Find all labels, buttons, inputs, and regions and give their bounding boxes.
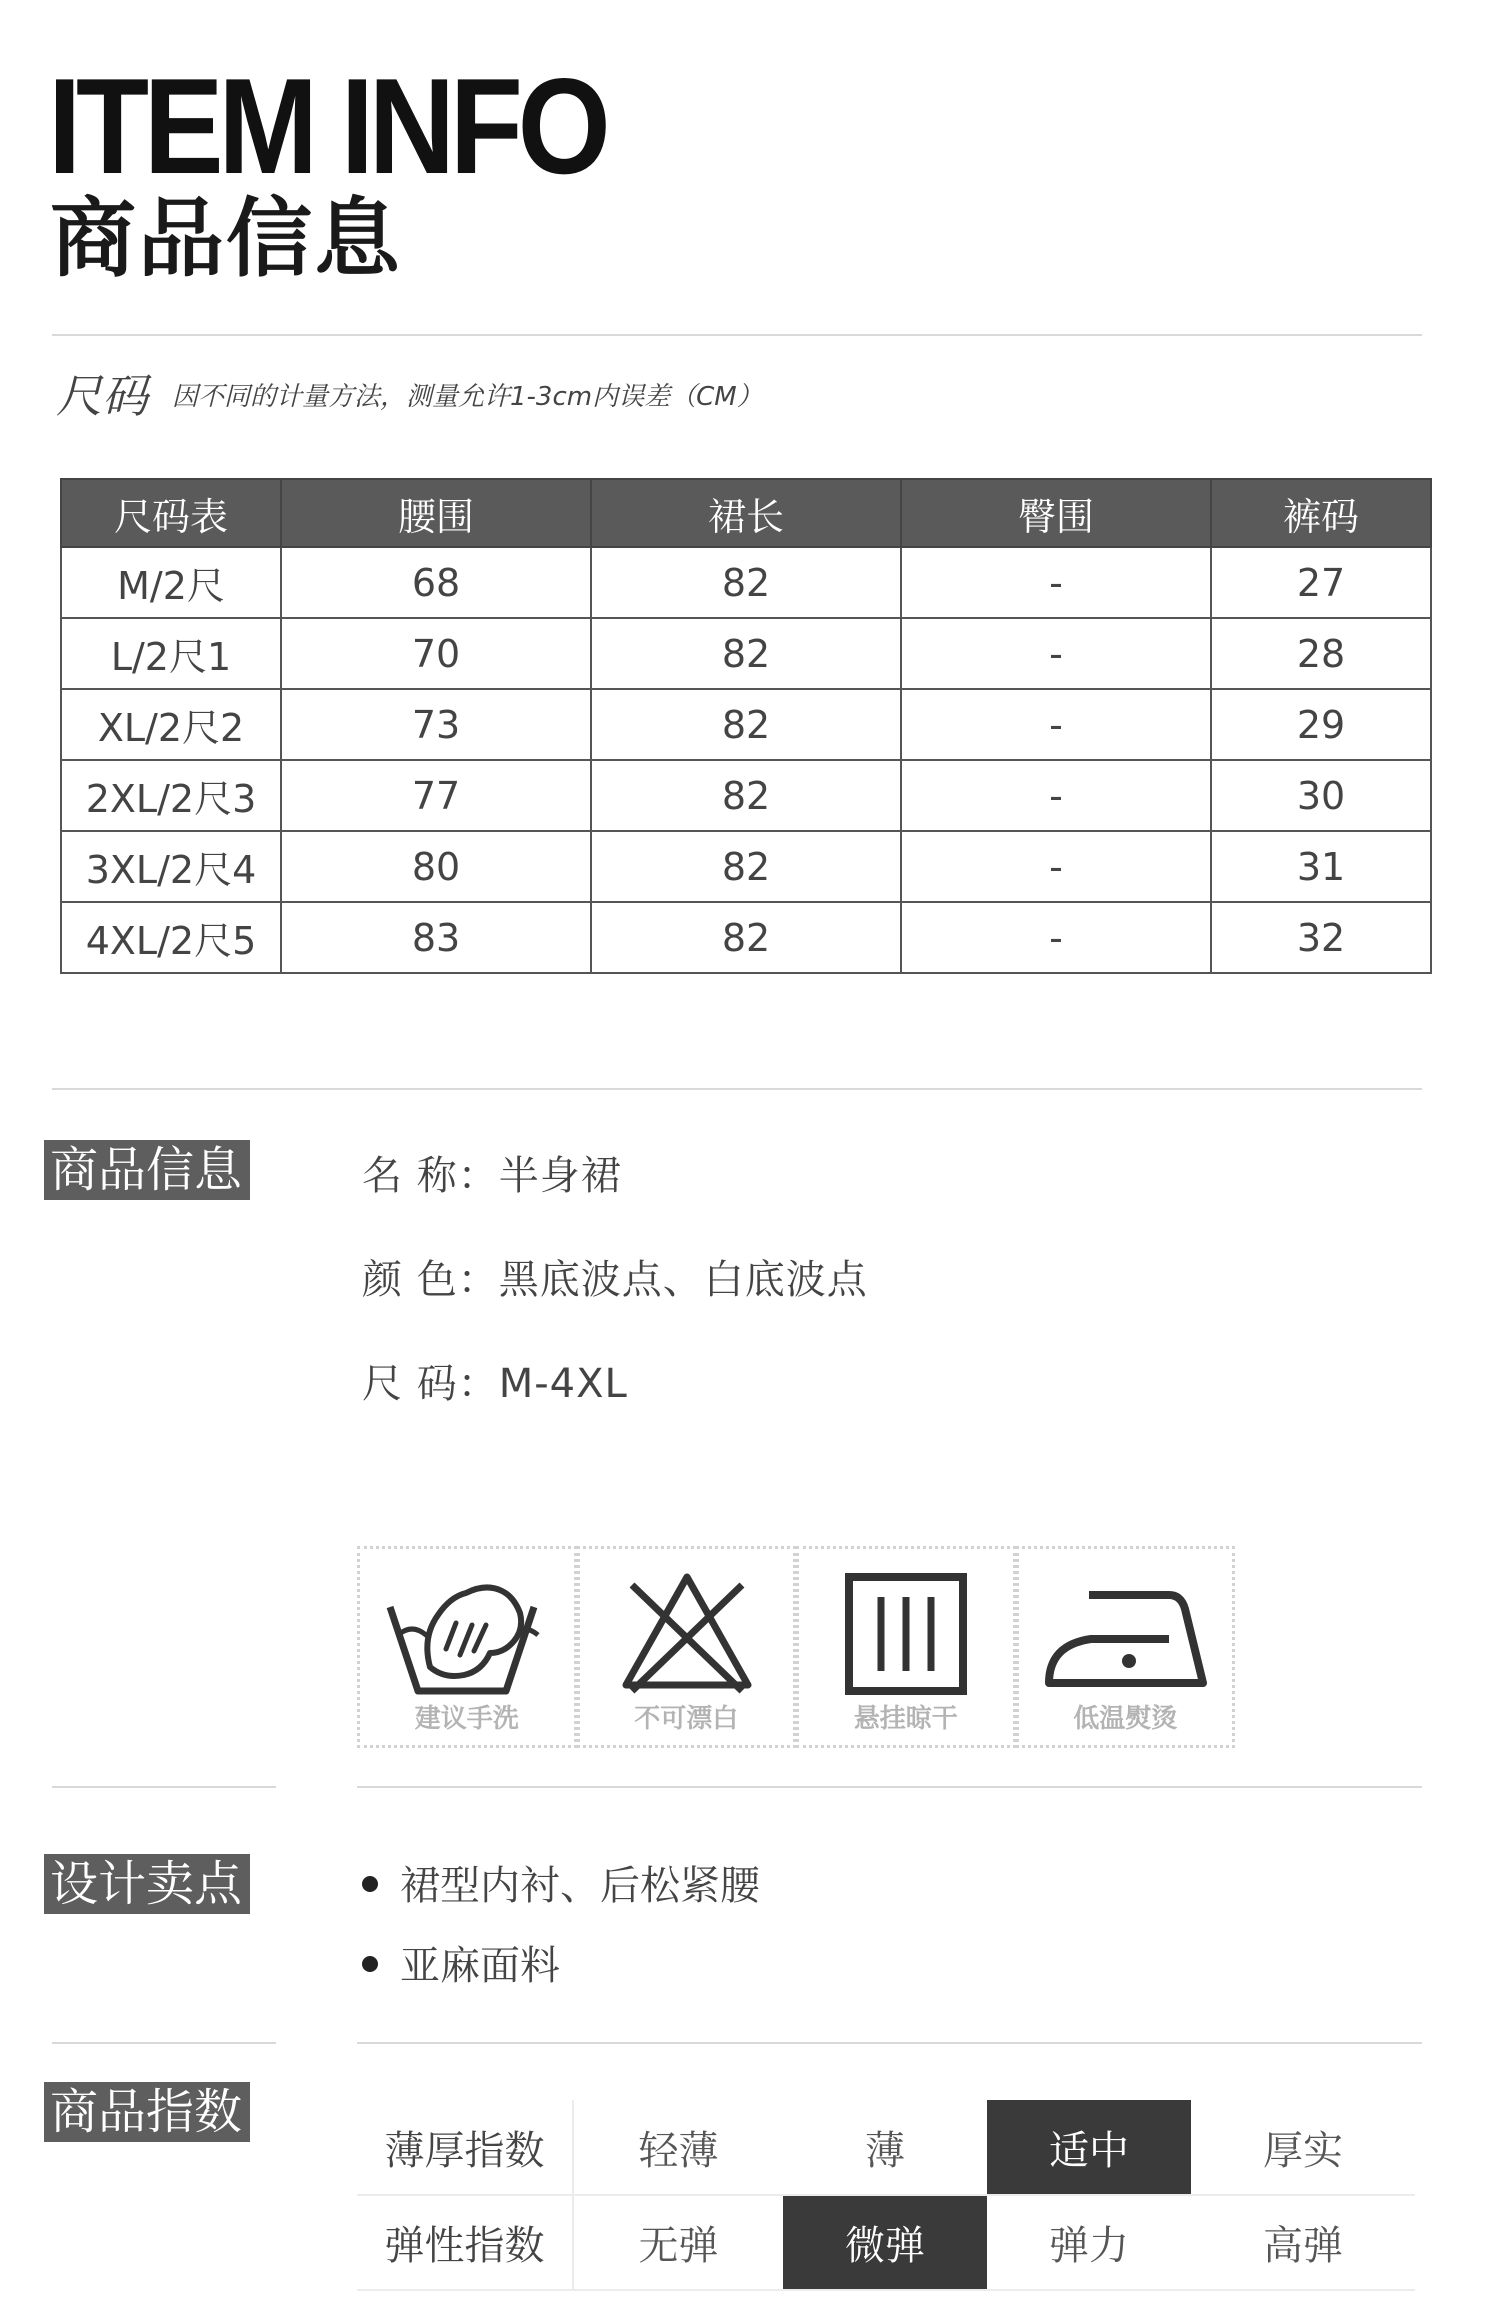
table-cell: 30 <box>1211 760 1431 831</box>
table-cell: 82 <box>591 831 901 902</box>
index-row-label: 弹性指数 <box>357 2195 573 2290</box>
index-row-label: 薄厚指数 <box>357 2100 573 2195</box>
table-cell: 83 <box>281 902 591 973</box>
table-cell: 70 <box>281 618 591 689</box>
table-cell: - <box>901 902 1211 973</box>
table-cell: 28 <box>1211 618 1431 689</box>
table-cell: XL/2尺2 <box>61 689 281 760</box>
table-row <box>61 618 1431 689</box>
index-option: 无弹 <box>573 2195 783 2290</box>
table-cell: 68 <box>281 547 591 618</box>
table-cell: 2XL/2尺3 <box>61 760 281 831</box>
table-cell: - <box>901 618 1211 689</box>
table-cell: 31 <box>1211 831 1431 902</box>
table-cell: 82 <box>591 902 901 973</box>
care-label: 悬挂晾干 <box>853 1704 958 1734</box>
table-cell: - <box>901 547 1211 618</box>
table-cell: 80 <box>281 831 591 902</box>
index-option: 轻薄 <box>573 2100 783 2195</box>
table-cell: 4XL/2尺5 <box>61 902 281 973</box>
table-cell: 29 <box>1211 689 1431 760</box>
care-item <box>1016 1546 1236 1748</box>
table-cell: L/2尺1 <box>61 618 281 689</box>
table-cell: - <box>901 760 1211 831</box>
care-label: 低温熨烫 <box>1073 1704 1178 1734</box>
section-badge-index: 商品指数 <box>44 2082 250 2142</box>
index-option-selected: 微弹 <box>783 2195 987 2290</box>
size-table-header <box>61 479 1431 547</box>
divider <box>52 1088 1422 1090</box>
section-badge-product-info: 商品信息 <box>44 1140 250 1200</box>
product-color: 颜 色：黑底波点、白底波点 <box>362 1257 868 1303</box>
page-title-cn: 商品信息 <box>50 189 402 289</box>
divider <box>357 2042 1422 2044</box>
table-row <box>61 760 1431 831</box>
index-option: 弹力 <box>987 2195 1191 2290</box>
table-cell: 82 <box>591 618 901 689</box>
care-label: 建议手洗 <box>414 1704 519 1734</box>
column-header: 裙长 <box>591 479 901 547</box>
column-header: 裤码 <box>1211 479 1431 547</box>
table-row <box>61 689 1431 760</box>
column-header: 腰围 <box>281 479 591 547</box>
index-option: 高弹 <box>1191 2195 1415 2290</box>
index-option: 薄 <box>783 2100 987 2195</box>
table-cell: M/2尺 <box>61 547 281 618</box>
care-item <box>577 1546 797 1748</box>
index-row-thickness <box>357 2100 1415 2195</box>
divider <box>52 2042 276 2044</box>
table-row <box>61 831 1431 902</box>
table-row <box>61 902 1431 973</box>
table-row <box>61 547 1431 618</box>
column-header: 臀围 <box>901 479 1211 547</box>
product-name: 名 称：半身裙 <box>362 1153 622 1199</box>
index-row-elasticity <box>357 2195 1415 2290</box>
table-cell: 82 <box>591 547 901 618</box>
table-cell: 32 <box>1211 902 1431 973</box>
care-item <box>357 1546 577 1748</box>
table-cell: 77 <box>281 760 591 831</box>
care-label: 不可漂白 <box>634 1704 739 1734</box>
care-item <box>796 1546 1016 1748</box>
index-option-selected: 适中 <box>987 2100 1191 2195</box>
divider <box>52 334 1422 336</box>
column-header: 尺码表 <box>61 479 281 547</box>
index-table <box>357 2100 1415 2291</box>
product-size: 尺 码：M-4XL <box>362 1361 628 1407</box>
design-point-text: 裙型内衬、后松紧腰 <box>400 1863 760 1909</box>
table-cell: 27 <box>1211 547 1431 618</box>
design-point-text: 亚麻面料 <box>400 1943 560 1989</box>
table-cell: 73 <box>281 689 591 760</box>
size-section-label: 尺码 <box>56 369 148 423</box>
page-title-en: ITEM INFO <box>48 50 606 202</box>
divider <box>357 1786 1422 1788</box>
table-cell: 82 <box>591 760 901 831</box>
table-cell: - <box>901 689 1211 760</box>
table-cell: - <box>901 831 1211 902</box>
section-badge-design: 设计卖点 <box>44 1854 250 1914</box>
bullet-dot <box>362 1956 378 1972</box>
design-point <box>362 1934 560 1991</box>
table-cell: 82 <box>591 689 901 760</box>
bullet-dot <box>362 1876 378 1892</box>
divider <box>52 1786 276 1788</box>
size-table <box>60 478 1432 974</box>
design-point <box>362 1854 760 1911</box>
table-cell: 3XL/2尺4 <box>61 831 281 902</box>
care-instructions <box>357 1546 1235 1748</box>
size-measure-note: 因不同的计量方法，测量允许1-3cm内误差（CM） <box>172 382 763 412</box>
index-option: 厚实 <box>1191 2100 1415 2195</box>
